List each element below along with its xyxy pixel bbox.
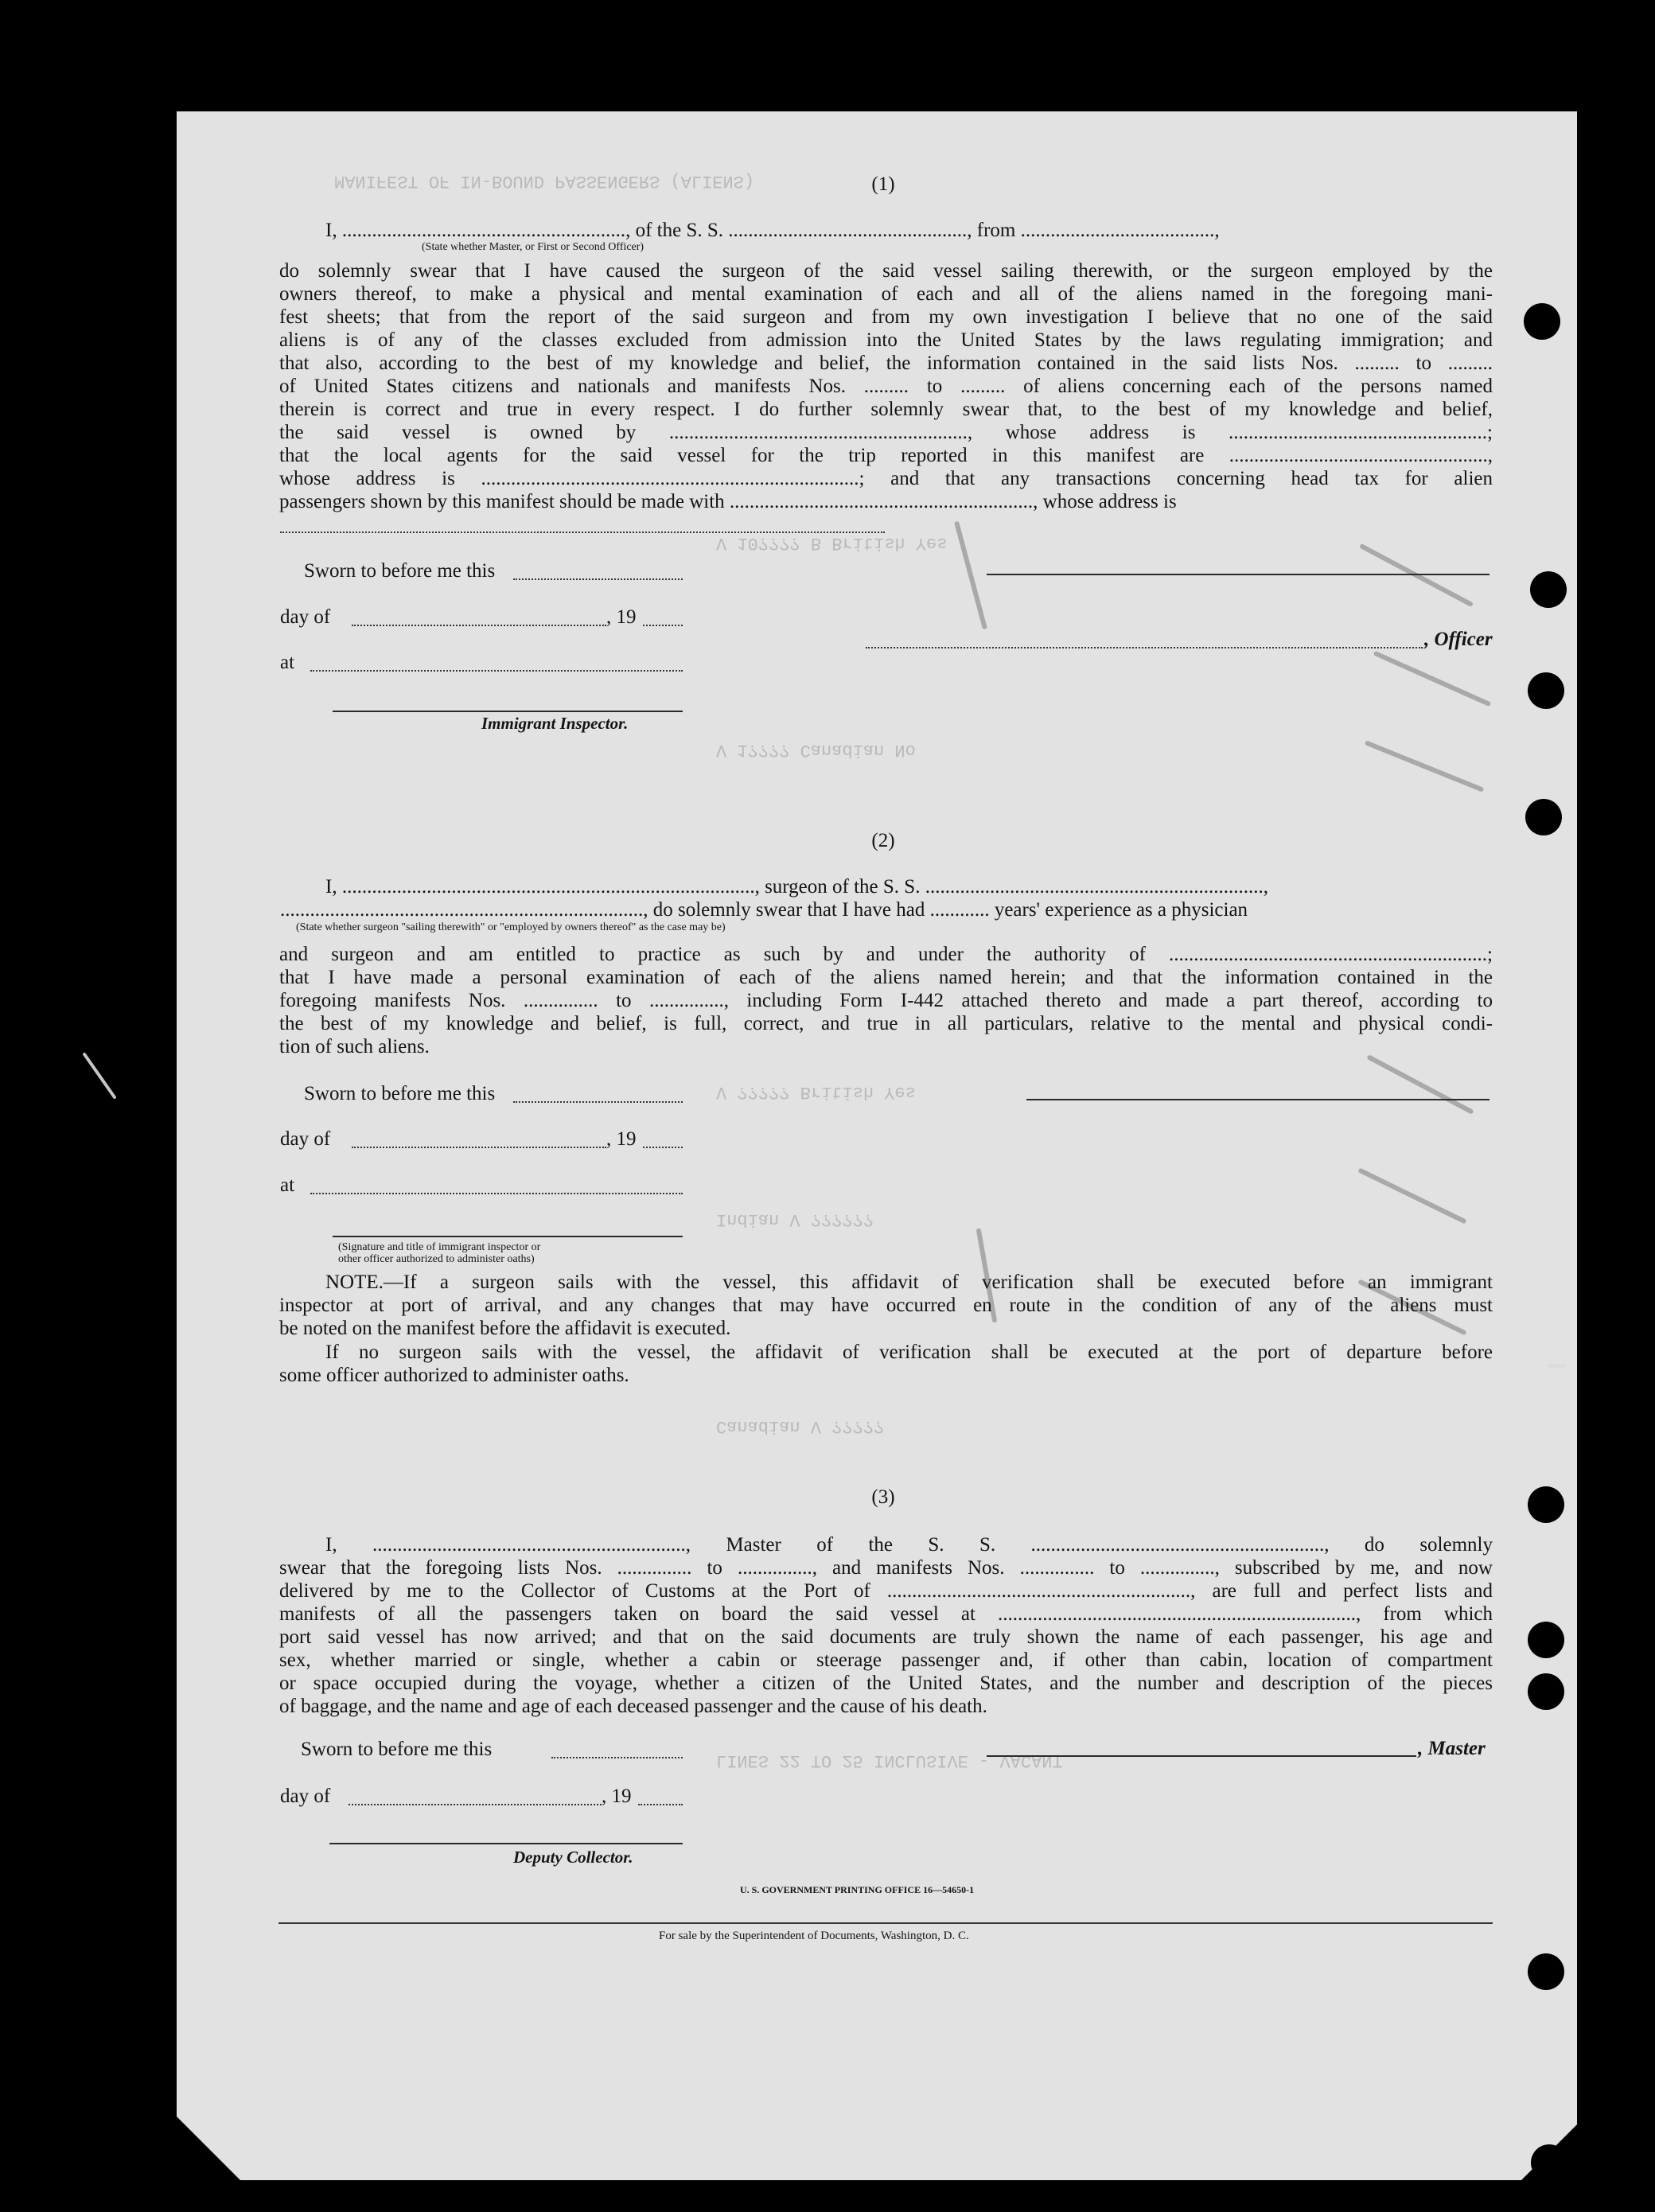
address-line[interactable] — [280, 532, 885, 533]
punch-hole — [1525, 799, 1562, 835]
section-1-sworn-field[interactable] — [513, 578, 683, 580]
section-1-day-field[interactable] — [352, 625, 606, 626]
section-2-at-label: at — [280, 1174, 295, 1196]
punch-hole — [1528, 1486, 1564, 1523]
section-2-day-label: day of — [280, 1128, 331, 1150]
section-2-year-label: , 19 — [606, 1128, 637, 1150]
corner-cut-bottom-left — [177, 2117, 240, 2180]
bleed-through: LINES 22 TO 25 INCLUSIVE - VACANT — [716, 1751, 1063, 1770]
section-2-sworn-field[interactable] — [513, 1101, 683, 1103]
punch-hole — [1528, 672, 1564, 709]
section-3-sworn-field[interactable] — [551, 1757, 683, 1758]
section-1-year-field[interactable] — [643, 625, 683, 626]
deputy-collector-signature-field[interactable] — [329, 1843, 683, 1844]
signature-note-line-2: other officer authorized to administer oaths) — [338, 1253, 535, 1265]
bleed-through: Canadian V ????? — [716, 1416, 885, 1436]
officer-signature-field[interactable] — [987, 574, 1490, 575]
section-1-sworn-label: Sworn to before me this — [304, 560, 496, 582]
footer-rule — [278, 1922, 1493, 1924]
punch-hole — [1528, 1673, 1564, 1710]
punch-hole — [1528, 1622, 1564, 1658]
punch-hole — [1524, 303, 1560, 340]
section-2-day-field[interactable] — [352, 1147, 606, 1148]
master-title: , Master — [1418, 1738, 1486, 1759]
signature-note-line-1: (Signature and title of immigrant inspector or — [338, 1241, 541, 1253]
section-1-number: (1) — [871, 173, 895, 195]
inspector-signature-field-2[interactable] — [333, 1236, 683, 1237]
deputy-collector-label: Deputy Collector. — [513, 1848, 633, 1867]
section-2-sworn-label: Sworn to before me this — [304, 1083, 496, 1104]
bleed-through: V 10???? B British Yes — [716, 533, 948, 553]
officer-field[interactable] — [866, 647, 1423, 648]
immigrant-inspector-label: Immigrant Inspector. — [481, 714, 629, 733]
punch-hole — [1530, 571, 1567, 608]
officer-title: , Officer — [1424, 629, 1493, 650]
pen-mark — [1548, 1364, 1567, 1368]
bleed-through: Indian V ?????? — [716, 1209, 874, 1229]
bleed-through: V 1???? Canadian No — [716, 740, 916, 760]
section-1-year-label: , 19 — [606, 606, 637, 628]
section-3-day-label: day of — [280, 1786, 331, 1807]
section-2-number: (2) — [871, 830, 895, 851]
printing-office-note: U. S. GOVERNMENT PRINTING OFFICE 16—54650-1 — [740, 1884, 975, 1895]
section-2-year-field[interactable] — [643, 1147, 683, 1148]
section-2-oath-line: I, ..................................................................................., surgeon of the S. S. ...................................................................., — [325, 876, 1268, 898]
section-2-surgeon-note: (State whether surgeon "sailing therewith" or "employed by owners thereof" as the case may be) — [296, 921, 726, 933]
section-3-sworn-label: Sworn to before me this — [301, 1739, 493, 1760]
bleed-through: V ????? British Yes — [716, 1082, 916, 1102]
section-3-number: (3) — [871, 1486, 895, 1508]
section-2-at-field[interactable] — [310, 1193, 683, 1194]
for-sale-note: For sale by the Superintendent of Documents, Washington, D. C. — [659, 1930, 969, 1942]
master-signature-field[interactable] — [987, 1755, 1416, 1757]
section-1-oath-line: I, ........................................................., of the S. S. ................................................, from ......................................., — [325, 220, 1220, 241]
section-3-year-field[interactable] — [638, 1804, 683, 1805]
section-2-experience-line: ........................................................................., do solemnly swear that I have had ............ years' experience as a physician — [280, 899, 1248, 921]
surgeon-signature-field[interactable] — [1026, 1099, 1490, 1100]
punch-hole — [1528, 1953, 1564, 1990]
bleed-through: MANIFEST OF IN-BOUND PASSENGERS (ALIENS) — [334, 171, 755, 191]
pen-mark — [82, 1052, 116, 1100]
section-1-day-label: day of — [280, 606, 331, 628]
section-1-officer-note: (State whether Master, or First or Second Officer) — [422, 241, 644, 253]
section-1-at-label: at — [280, 652, 295, 673]
section-3-day-field[interactable] — [349, 1804, 602, 1805]
section-3-year-label: , 19 — [602, 1786, 632, 1807]
punch-hole — [1531, 2144, 1567, 2181]
section-1-at-field[interactable] — [310, 670, 683, 672]
